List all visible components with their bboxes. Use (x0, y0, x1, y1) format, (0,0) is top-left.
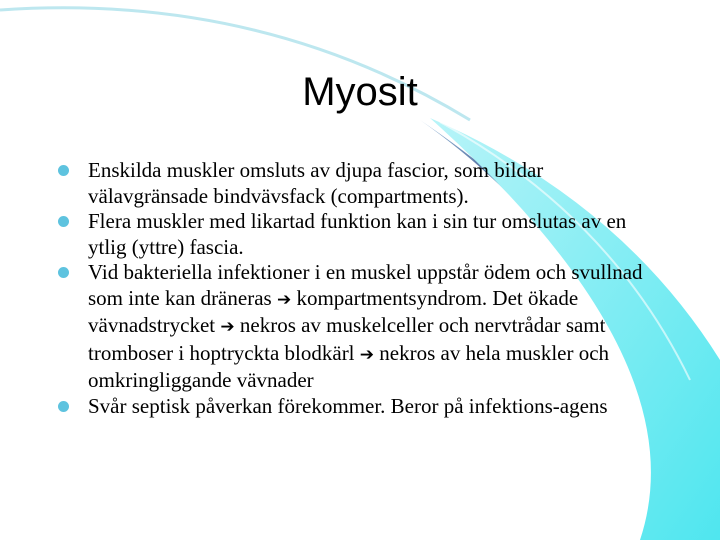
bullet-dot-icon (58, 267, 69, 278)
arrow-right-icon: ➔ (220, 317, 235, 337)
bullet-dot-icon (58, 165, 69, 176)
bullet-item: Enskilda muskler omsluts av djupa fascior, som bildar välavgränsade bindvävsfack (compartments). (58, 158, 658, 209)
slide-title: Myosit (302, 70, 418, 114)
bullet-dot-icon (58, 216, 69, 227)
bullet-item: Flera muskler med likartad funktion kan i sin tur omslutas av en ytlig (yttre) fascia. (58, 209, 658, 260)
bullet-item: Svår septisk påverkan förekommer. Beror på infektions-agens (58, 394, 658, 420)
arrow-right-icon: ➔ (359, 344, 375, 365)
bullet-item: Vid bakteriella infektioner i en muskel uppstår ödem och svullnad som inte kan dräneras ➔ kompartmentsyndrom. Det ökade vävnadstrycket ➔ nekros av muskelceller och nervtrådar samt tromboser i hoptryckta blodkärl ➔ nekros av hela muskler och omkringliggande vävnader (58, 260, 658, 394)
bullet-list (58, 158, 658, 419)
arrow-right-icon: ➔ (276, 289, 292, 310)
bullet-dot-icon (58, 401, 69, 412)
